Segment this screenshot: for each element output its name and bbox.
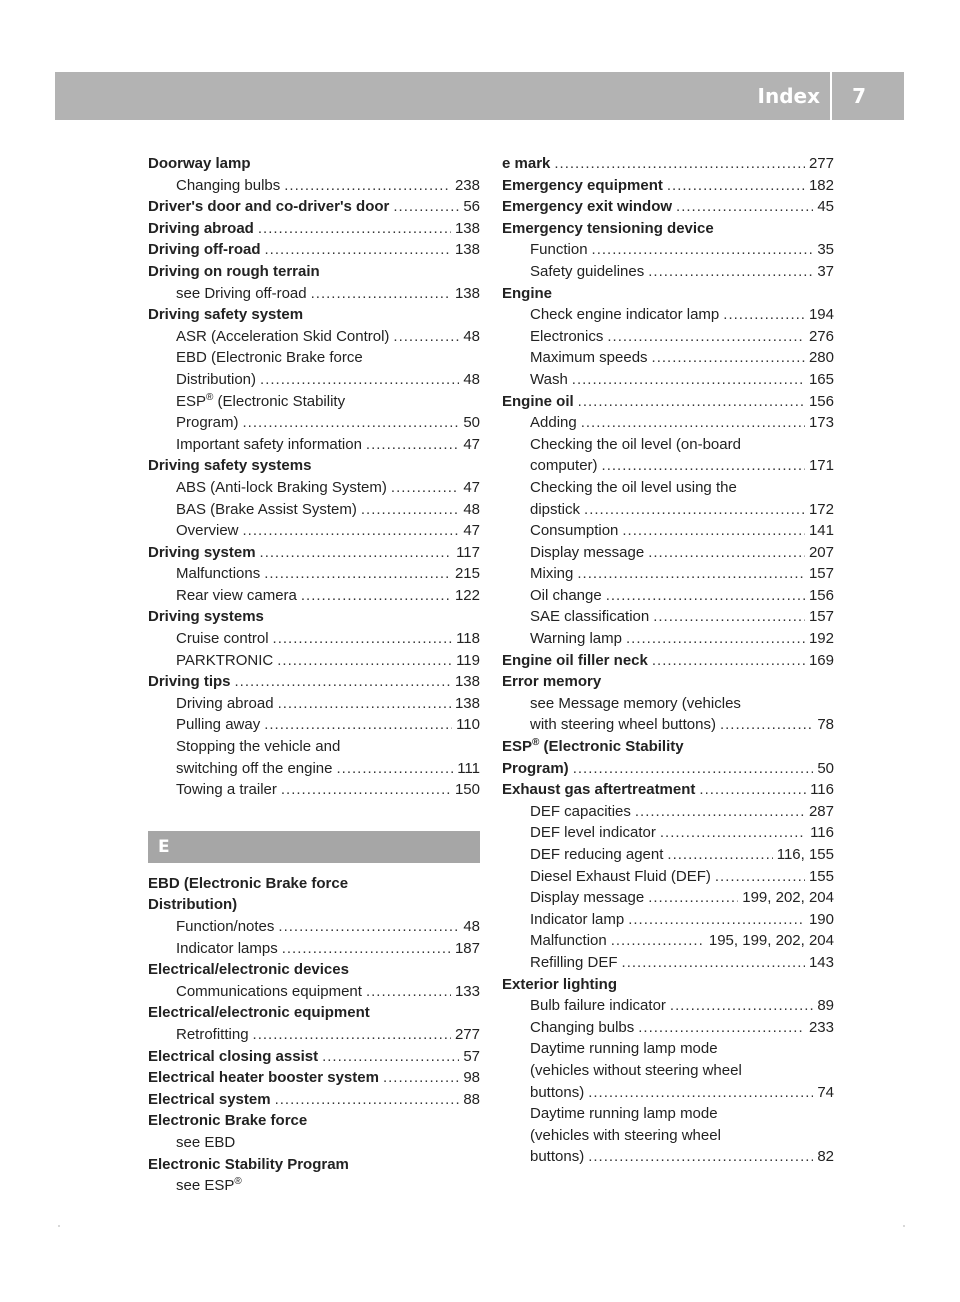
leader-dots bbox=[260, 542, 453, 564]
index-column-right bbox=[502, 153, 834, 1168]
index-column-left bbox=[148, 153, 480, 1197]
page-reference: 190 bbox=[808, 910, 834, 928]
index-subentry bbox=[148, 283, 480, 305]
entry-label: Overview bbox=[176, 522, 239, 540]
index-subentry bbox=[148, 779, 480, 801]
index-heading: Electrical/electronic devices bbox=[148, 961, 349, 979]
entry-label: Distribution) bbox=[176, 370, 257, 388]
index-subentry bbox=[502, 347, 834, 369]
leader-dots bbox=[578, 391, 805, 413]
header-divider bbox=[830, 72, 832, 120]
entry-label: Bulb failure indicator bbox=[530, 997, 666, 1015]
index-entry bbox=[148, 239, 480, 261]
entry-label: Diesel Exhaust Fluid (DEF) bbox=[530, 867, 711, 885]
index-heading: Driving safety systems bbox=[148, 457, 312, 475]
page-reference: 48 bbox=[463, 500, 480, 518]
index-entry bbox=[148, 218, 480, 240]
index-subentry-text: Daytime running lamp mode bbox=[530, 1105, 718, 1123]
index-subentry-text: Daytime running lamp mode bbox=[530, 1040, 718, 1058]
index-heading: Engine bbox=[502, 284, 553, 302]
page-reference: 199, 202, 204 bbox=[742, 889, 834, 907]
index-subentry bbox=[148, 916, 480, 938]
entry-label: Communications equipment bbox=[176, 982, 362, 1000]
leader-dots bbox=[670, 995, 813, 1017]
leader-dots bbox=[275, 1089, 460, 1111]
page-reference: 82 bbox=[817, 1148, 834, 1166]
index-subentry-text: (vehicles without steering wheel bbox=[530, 1061, 742, 1079]
page-reference: 187 bbox=[454, 939, 480, 957]
page-reference: 74 bbox=[817, 1083, 834, 1101]
index-subentry bbox=[148, 938, 480, 960]
leader-dots bbox=[282, 938, 451, 960]
entry-label: Driving tips bbox=[148, 673, 231, 691]
index-heading: Electrical/electronic equipment bbox=[148, 1004, 370, 1022]
page-reference: 207 bbox=[808, 543, 834, 561]
index-subentry bbox=[502, 326, 834, 348]
page-reference: 118 bbox=[456, 630, 480, 648]
index-subentry bbox=[502, 628, 834, 650]
page-reference: 215 bbox=[454, 565, 480, 583]
index-heading: Doorway lamp bbox=[148, 155, 251, 172]
page-reference: 155 bbox=[808, 867, 834, 885]
index-subentry bbox=[148, 412, 480, 434]
leader-dots bbox=[243, 520, 460, 542]
leader-dots bbox=[393, 326, 459, 348]
index-subentry bbox=[148, 650, 480, 672]
page-reference: 35 bbox=[817, 241, 834, 259]
leader-dots bbox=[243, 412, 460, 434]
page-reference: 47 bbox=[463, 522, 480, 540]
index-subentry bbox=[502, 909, 834, 931]
index-subentry bbox=[502, 520, 834, 542]
index-subentry bbox=[148, 563, 480, 585]
page-reference: 116 bbox=[810, 781, 834, 799]
leader-dots bbox=[622, 952, 805, 974]
leader-dots bbox=[628, 909, 805, 931]
index-heading: Emergency tensioning device bbox=[502, 219, 714, 237]
page-reference: 117 bbox=[456, 543, 480, 561]
entry-label: Retrofitting bbox=[176, 1025, 249, 1043]
index-subentry bbox=[502, 887, 834, 909]
index-heading: Exterior lighting bbox=[502, 975, 618, 993]
entry-label: Function bbox=[530, 241, 588, 259]
entry-label: Exhaust gas aftertreatment bbox=[502, 781, 696, 799]
index-entry bbox=[148, 196, 480, 218]
entry-label: see Driving off-road bbox=[176, 284, 307, 302]
entry-label: Engine oil bbox=[502, 392, 574, 410]
entry-label: Changing bulbs bbox=[530, 1018, 635, 1036]
entry-label: Towing a trailer bbox=[176, 781, 277, 799]
entry-label: buttons) bbox=[530, 1083, 585, 1101]
leader-dots bbox=[626, 628, 805, 650]
page-reference: 56 bbox=[463, 198, 480, 216]
entry-label: Mixing bbox=[530, 565, 574, 583]
page-reference: 138 bbox=[454, 219, 480, 237]
page-reference: 48 bbox=[463, 370, 480, 388]
leader-dots bbox=[588, 1146, 813, 1168]
entry-label: Rear view camera bbox=[176, 586, 297, 604]
page-reference: 194 bbox=[808, 306, 834, 324]
index-heading: Error memory bbox=[502, 673, 602, 691]
index-subentry bbox=[502, 563, 834, 585]
page-reference: 165 bbox=[808, 370, 834, 388]
index-heading: Electronic Stability Program bbox=[148, 1155, 349, 1173]
leader-dots bbox=[393, 196, 459, 218]
entry-label: Malfunction bbox=[530, 932, 607, 950]
page-header bbox=[55, 72, 904, 120]
entry-label: Program) bbox=[502, 759, 569, 777]
entry-label: Check engine indicator lamp bbox=[530, 306, 720, 324]
page-reference: 98 bbox=[463, 1069, 480, 1087]
page-reference: 182 bbox=[808, 176, 834, 194]
index-subentry-text: Checking the oil level using the bbox=[530, 478, 737, 496]
leader-dots bbox=[592, 239, 814, 261]
index-entry bbox=[502, 758, 834, 780]
leader-dots bbox=[653, 606, 805, 628]
leader-dots bbox=[584, 499, 805, 521]
entry-label: Warning lamp bbox=[530, 630, 622, 648]
page-reference: 47 bbox=[463, 435, 480, 453]
page-reference: 141 bbox=[808, 522, 834, 540]
page-reference: 157 bbox=[808, 608, 834, 626]
index-subentry bbox=[502, 1017, 834, 1039]
page-reference: 287 bbox=[808, 802, 834, 820]
entry-label: Oil change bbox=[530, 586, 602, 604]
entry-label: DEF level indicator bbox=[530, 824, 656, 842]
page-reference: 57 bbox=[463, 1047, 480, 1065]
index-subentry bbox=[502, 499, 834, 521]
page-reference: 138 bbox=[454, 241, 480, 259]
leader-dots bbox=[258, 218, 451, 240]
page-reference: 116 bbox=[810, 824, 834, 842]
page-reference: 150 bbox=[454, 781, 480, 799]
index-subentry bbox=[148, 693, 480, 715]
entry-label: Cruise control bbox=[176, 630, 269, 648]
index-subentry bbox=[148, 628, 480, 650]
leader-dots bbox=[554, 153, 805, 175]
trim-mark bbox=[903, 1225, 905, 1227]
leader-dots bbox=[660, 822, 806, 844]
index-subentry bbox=[502, 606, 834, 628]
index-subentry bbox=[502, 1082, 834, 1104]
entry-label: Electronics bbox=[530, 327, 604, 345]
index-entry bbox=[148, 1089, 480, 1111]
entry-label: Emergency equipment bbox=[502, 176, 663, 194]
index-entry bbox=[502, 153, 834, 175]
page-reference: 122 bbox=[454, 586, 480, 604]
page-reference: 156 bbox=[808, 586, 834, 604]
index-subentry-text: ESP® (Electronic Stability bbox=[176, 391, 346, 410]
page-reference: 45 bbox=[817, 198, 834, 216]
entry-label: dipstick bbox=[530, 500, 581, 518]
index-subentry-text: EBD (Electronic Brake force bbox=[176, 349, 363, 367]
leader-dots bbox=[265, 239, 451, 261]
page-reference: 277 bbox=[454, 1025, 480, 1043]
leader-dots bbox=[648, 542, 805, 564]
leader-dots bbox=[602, 455, 805, 477]
page-reference: 48 bbox=[463, 327, 480, 345]
index-subentry bbox=[502, 822, 834, 844]
entry-label: Indicator lamp bbox=[530, 910, 625, 928]
entry-label: Wash bbox=[530, 370, 568, 388]
page-reference: 195, 199, 202, 204 bbox=[708, 932, 834, 950]
entry-label: Driver's door and co-driver's door bbox=[148, 198, 390, 216]
leader-dots bbox=[715, 866, 805, 888]
leader-dots bbox=[676, 196, 813, 218]
leader-dots bbox=[281, 779, 451, 801]
index-subentry-text: Checking the oil level (on-board bbox=[530, 435, 741, 453]
index-heading: Driving on rough terrain bbox=[148, 262, 320, 280]
index-subentry bbox=[502, 239, 834, 261]
leader-dots bbox=[667, 844, 772, 866]
entry-label: Emergency exit window bbox=[502, 198, 673, 216]
index-subentry bbox=[502, 585, 834, 607]
entry-label: Display message bbox=[530, 889, 645, 907]
leader-dots bbox=[667, 175, 805, 197]
page-reference: 172 bbox=[808, 500, 834, 518]
page-reference: 276 bbox=[808, 327, 834, 345]
entry-label: Important safety information bbox=[176, 435, 362, 453]
entry-label: Driving abroad bbox=[148, 219, 254, 237]
page-reference: 233 bbox=[808, 1018, 834, 1036]
page-reference: 138 bbox=[454, 673, 480, 691]
entry-label: Indicator lamps bbox=[176, 939, 278, 957]
leader-dots bbox=[581, 412, 805, 434]
entry-label: Engine oil filler neck bbox=[502, 651, 648, 669]
index-subentry bbox=[148, 585, 480, 607]
leader-dots bbox=[699, 779, 806, 801]
leader-dots bbox=[361, 499, 459, 521]
index-entry bbox=[502, 175, 834, 197]
index-subentry bbox=[148, 326, 480, 348]
page-reference: 169 bbox=[808, 651, 834, 669]
entry-label: Function/notes bbox=[176, 918, 275, 935]
leader-dots bbox=[273, 628, 453, 650]
index-subentry bbox=[502, 369, 834, 391]
entry-label: Driving system bbox=[148, 543, 256, 561]
leader-dots bbox=[277, 650, 452, 672]
page-reference: 78 bbox=[817, 716, 834, 734]
index-subentry bbox=[148, 714, 480, 736]
page-reference: 50 bbox=[817, 759, 834, 777]
leader-dots bbox=[648, 887, 738, 909]
index-subentry bbox=[502, 952, 834, 974]
page-reference: 143 bbox=[808, 953, 834, 971]
index-subentry bbox=[502, 995, 834, 1017]
entry-label: Electrical closing assist bbox=[148, 1047, 319, 1065]
index-subentry bbox=[502, 844, 834, 866]
leader-dots bbox=[366, 434, 459, 456]
index-subentry bbox=[148, 1024, 480, 1046]
page-reference: 277 bbox=[808, 155, 834, 172]
entry-label: Safety guidelines bbox=[530, 262, 645, 280]
leader-dots bbox=[311, 283, 451, 305]
index-subentry bbox=[502, 1146, 834, 1168]
index-subentry bbox=[502, 412, 834, 434]
entry-label: Driving abroad bbox=[176, 694, 274, 712]
entry-label: PARKTRONIC bbox=[176, 651, 274, 669]
leader-dots bbox=[383, 1067, 459, 1089]
index-entry bbox=[148, 671, 480, 693]
entry-label: Consumption bbox=[530, 522, 619, 540]
index-subentry bbox=[502, 930, 834, 952]
page-reference: 88 bbox=[463, 1090, 480, 1108]
leader-dots bbox=[652, 347, 805, 369]
leader-dots bbox=[235, 671, 451, 693]
index-subentry bbox=[502, 866, 834, 888]
index-heading: EBD (Electronic Brake force bbox=[148, 874, 349, 892]
entry-label: ABS (Anti-lock Braking System) bbox=[176, 478, 387, 496]
entry-label: Program) bbox=[176, 414, 239, 432]
index-entry bbox=[148, 542, 480, 564]
leader-dots bbox=[301, 585, 451, 607]
page-reference: 133 bbox=[454, 982, 480, 1000]
leader-dots bbox=[588, 1082, 813, 1104]
page-reference: 111 bbox=[457, 759, 480, 777]
index-subentry bbox=[148, 520, 480, 542]
index-subentry bbox=[148, 477, 480, 499]
page-reference: 138 bbox=[454, 694, 480, 712]
leader-dots bbox=[606, 585, 805, 607]
page-reference: 192 bbox=[808, 630, 834, 648]
index-subentry bbox=[502, 261, 834, 283]
leader-dots bbox=[322, 1046, 459, 1068]
leader-dots bbox=[366, 981, 451, 1003]
leader-dots bbox=[648, 261, 813, 283]
page-reference: 171 bbox=[808, 457, 834, 475]
trim-mark bbox=[58, 1225, 60, 1227]
page-reference: 280 bbox=[808, 349, 834, 367]
index-entry bbox=[502, 391, 834, 413]
leader-dots bbox=[284, 175, 451, 197]
entry-label: Driving off-road bbox=[148, 241, 261, 259]
index-subentry-text: see ESP® bbox=[176, 1176, 242, 1195]
entry-label: computer) bbox=[530, 457, 598, 475]
index-subentry bbox=[502, 801, 834, 823]
entry-label: e mark bbox=[502, 155, 551, 172]
index-heading: Driving safety system bbox=[148, 306, 304, 324]
leader-dots bbox=[607, 326, 805, 348]
entry-label: Display message bbox=[530, 543, 645, 561]
index-entry bbox=[502, 196, 834, 218]
leader-dots bbox=[622, 520, 805, 542]
section-spacer bbox=[148, 801, 480, 819]
index-heading: Distribution) bbox=[148, 896, 238, 914]
index-subentry bbox=[502, 304, 834, 326]
page-reference: 238 bbox=[454, 176, 480, 194]
index-subentry bbox=[148, 369, 480, 391]
leader-dots bbox=[264, 563, 451, 585]
page-title: Index bbox=[757, 84, 820, 108]
page-reference: 156 bbox=[808, 392, 834, 410]
index-heading: ESP® (Electronic Stability bbox=[502, 737, 684, 756]
page-reference: 138 bbox=[454, 284, 480, 302]
entry-label: SAE classification bbox=[530, 608, 650, 626]
page-reference: 37 bbox=[817, 262, 834, 280]
entry-label: BAS (Brake Assist System) bbox=[176, 500, 357, 518]
page-reference: 157 bbox=[808, 565, 834, 583]
index-subentry-text: see EBD bbox=[176, 1133, 236, 1151]
leader-dots bbox=[723, 304, 805, 326]
index-subentry-text: (vehicles with steering wheel bbox=[530, 1126, 721, 1144]
index-subentry bbox=[502, 542, 834, 564]
entry-label: DEF reducing agent bbox=[530, 846, 664, 863]
index-subentry-text: Stopping the vehicle and bbox=[176, 738, 341, 756]
leader-dots bbox=[635, 801, 805, 823]
index-subentry bbox=[148, 981, 480, 1003]
index-subentry-text: see Message memory (vehicles bbox=[530, 694, 741, 712]
page-reference: 47 bbox=[463, 478, 480, 496]
index-subentry bbox=[502, 714, 834, 736]
entry-label: buttons) bbox=[530, 1148, 585, 1166]
leader-dots bbox=[572, 369, 805, 391]
page-reference: 110 bbox=[456, 716, 480, 734]
entry-label: Changing bulbs bbox=[176, 176, 281, 194]
index-subentry bbox=[148, 499, 480, 521]
leader-dots bbox=[638, 1017, 805, 1039]
index-heading: Driving systems bbox=[148, 608, 264, 626]
entry-label: DEF capacities bbox=[530, 802, 631, 820]
entry-label: Maximum speeds bbox=[530, 349, 648, 367]
index-entry bbox=[502, 650, 834, 672]
page-reference: 48 bbox=[463, 918, 480, 935]
page-reference: 119 bbox=[456, 651, 480, 669]
page-reference: 89 bbox=[817, 997, 834, 1015]
entry-label: Electrical system bbox=[148, 1090, 271, 1108]
entry-label: Malfunctions bbox=[176, 565, 261, 583]
entry-label: ASR (Acceleration Skid Control) bbox=[176, 327, 390, 345]
entry-label: Adding bbox=[530, 414, 577, 432]
leader-dots bbox=[264, 714, 452, 736]
entry-label: switching off the engine bbox=[176, 759, 333, 777]
leader-dots bbox=[253, 1024, 451, 1046]
index-subentry bbox=[502, 455, 834, 477]
page-reference: 50 bbox=[463, 414, 480, 432]
index-letter-heading: E bbox=[148, 831, 480, 863]
index-heading: Electronic Brake force bbox=[148, 1112, 308, 1130]
page-number: 7 bbox=[852, 84, 866, 108]
leader-dots bbox=[573, 758, 814, 780]
leader-dots bbox=[260, 369, 459, 391]
page-reference: 116, 155 bbox=[776, 846, 834, 863]
index-entry bbox=[148, 1067, 480, 1089]
entry-label: Refilling DEF bbox=[530, 953, 618, 971]
page-reference: 173 bbox=[808, 414, 834, 432]
index-entry bbox=[148, 1046, 480, 1068]
leader-dots bbox=[652, 650, 805, 672]
entry-label: Pulling away bbox=[176, 716, 261, 734]
leader-dots bbox=[337, 758, 454, 780]
index-entry bbox=[502, 779, 834, 801]
index-subentry bbox=[148, 175, 480, 197]
leader-dots bbox=[611, 930, 705, 952]
leader-dots bbox=[577, 563, 805, 585]
entry-label: with steering wheel buttons) bbox=[530, 716, 716, 734]
leader-dots bbox=[391, 477, 459, 499]
index-subentry bbox=[148, 758, 480, 780]
leader-dots bbox=[720, 714, 813, 736]
leader-dots bbox=[278, 693, 451, 715]
leader-dots bbox=[278, 916, 459, 938]
entry-label: Electrical heater booster system bbox=[148, 1069, 379, 1087]
index-subentry bbox=[148, 434, 480, 456]
